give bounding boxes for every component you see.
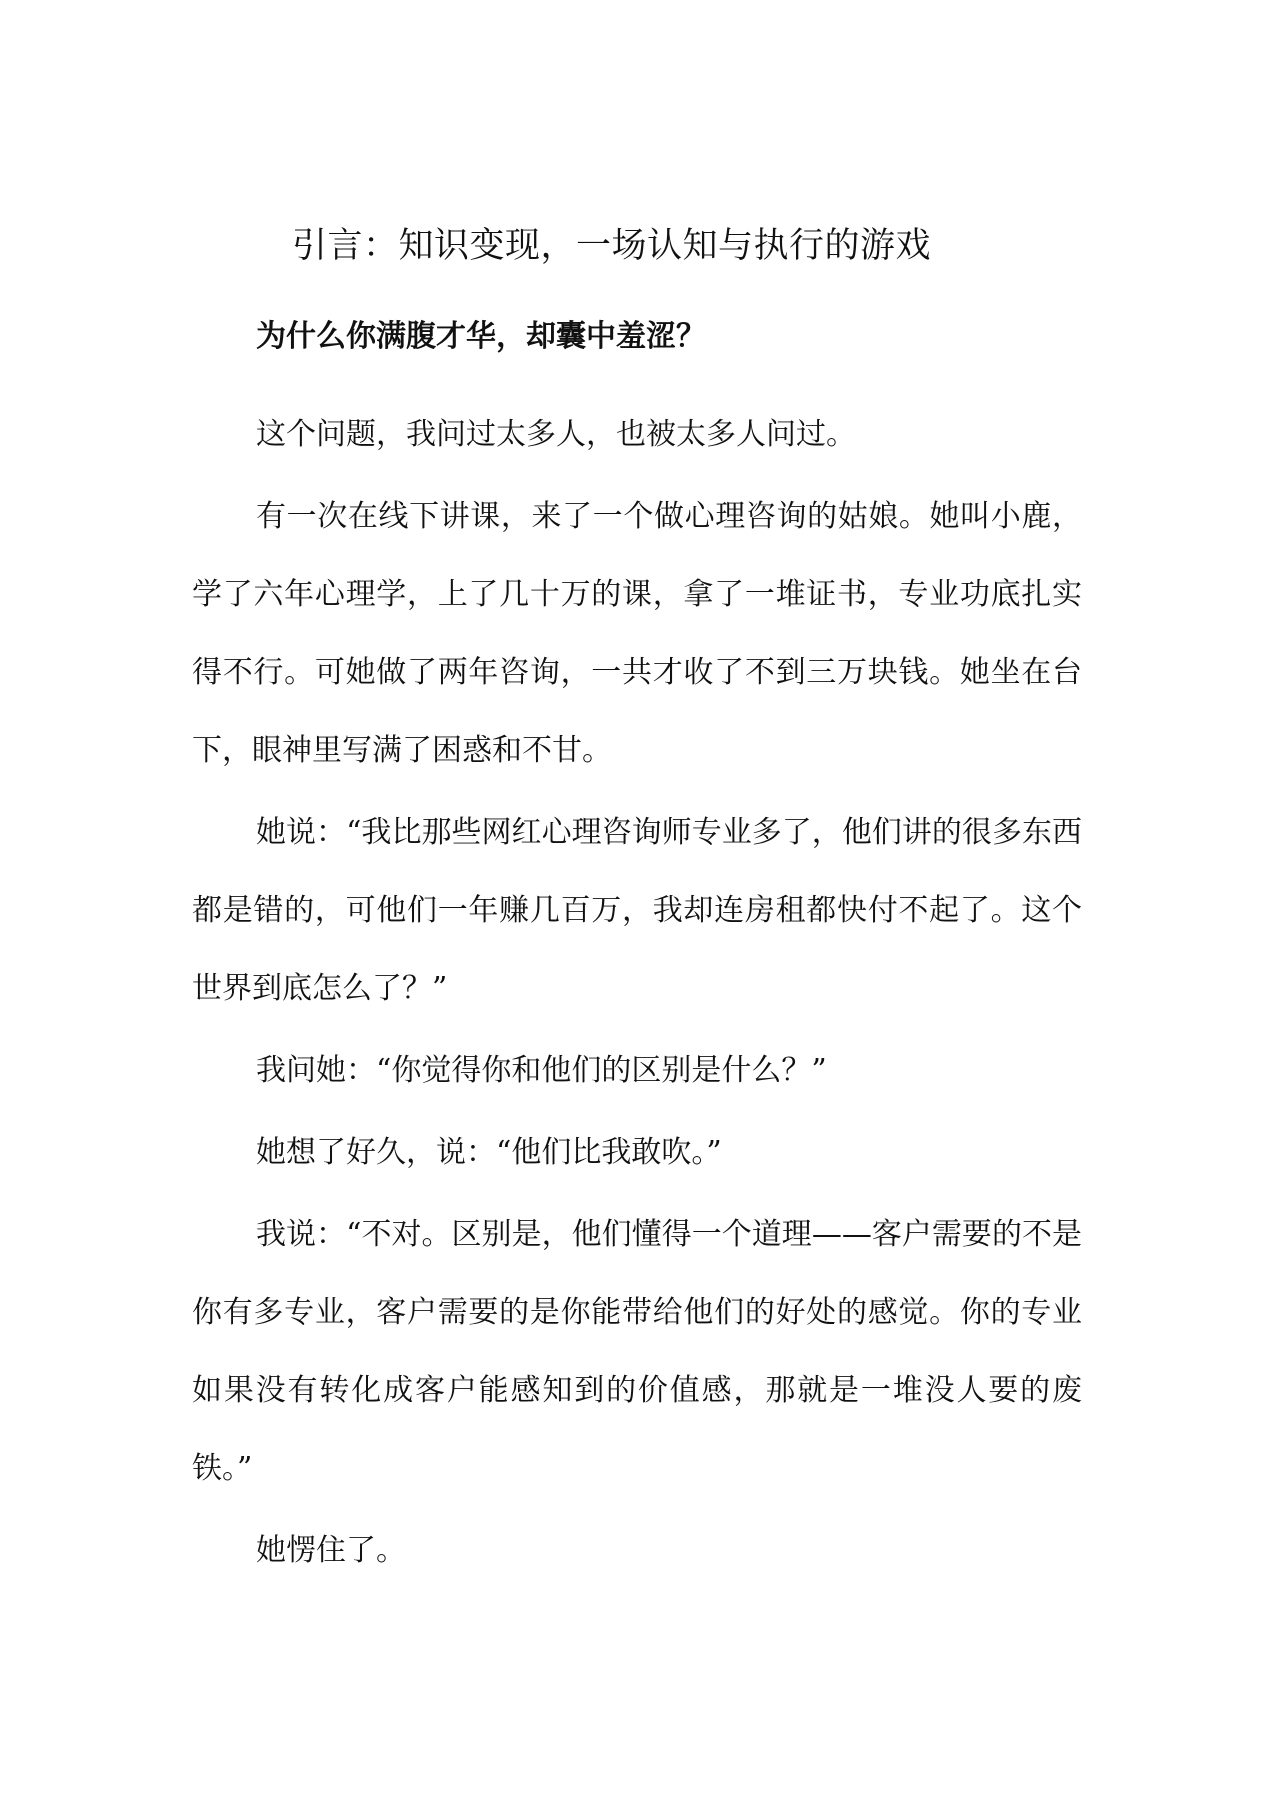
section-subheading: 为什么你满腹才华，却囊中羞涩？: [256, 319, 706, 354]
paragraph: 我说：“不对。区别是，他们懂得一个道理——客户需要的不是你有多专业，客户需要的是你能带给他们的好处的感觉。你的专业如果没有转化成客户能感知到的价值感，那就是一堆没人要的废铁。”: [192, 1217, 1082, 1486]
paragraph: 我问她：“你觉得你和他们的区别是什么？”: [256, 1053, 827, 1088]
paragraph: 她愣住了。: [256, 1533, 406, 1568]
paragraph: 这个问题，我问过太多人，也被太多人问过。: [256, 417, 856, 452]
paragraph: 她想了好久，说：“他们比我敢吹。”: [256, 1135, 722, 1170]
paragraph: 有一次在线下讲课，来了一个做心理咨询的姑娘。她叫小鹿，学了六年心理学，上了几十万的课，拿了一堆证书，专业功底扎实得不行。可她做了两年咨询，一共才收了不到三万块钱。她坐在台下，眼神里写满了困惑和不甘。: [192, 499, 1082, 768]
paragraph: 她说：“我比那些网红心理咨询师专业多了，他们讲的很多东西都是错的，可他们一年赚几百万，我却连房租都快付不起了。这个世界到底怎么了？”: [192, 815, 1082, 1006]
chapter-title: 引言：知识变现，一场认知与执行的游戏: [292, 226, 932, 266]
body-text: [192, 396, 1082, 1594]
